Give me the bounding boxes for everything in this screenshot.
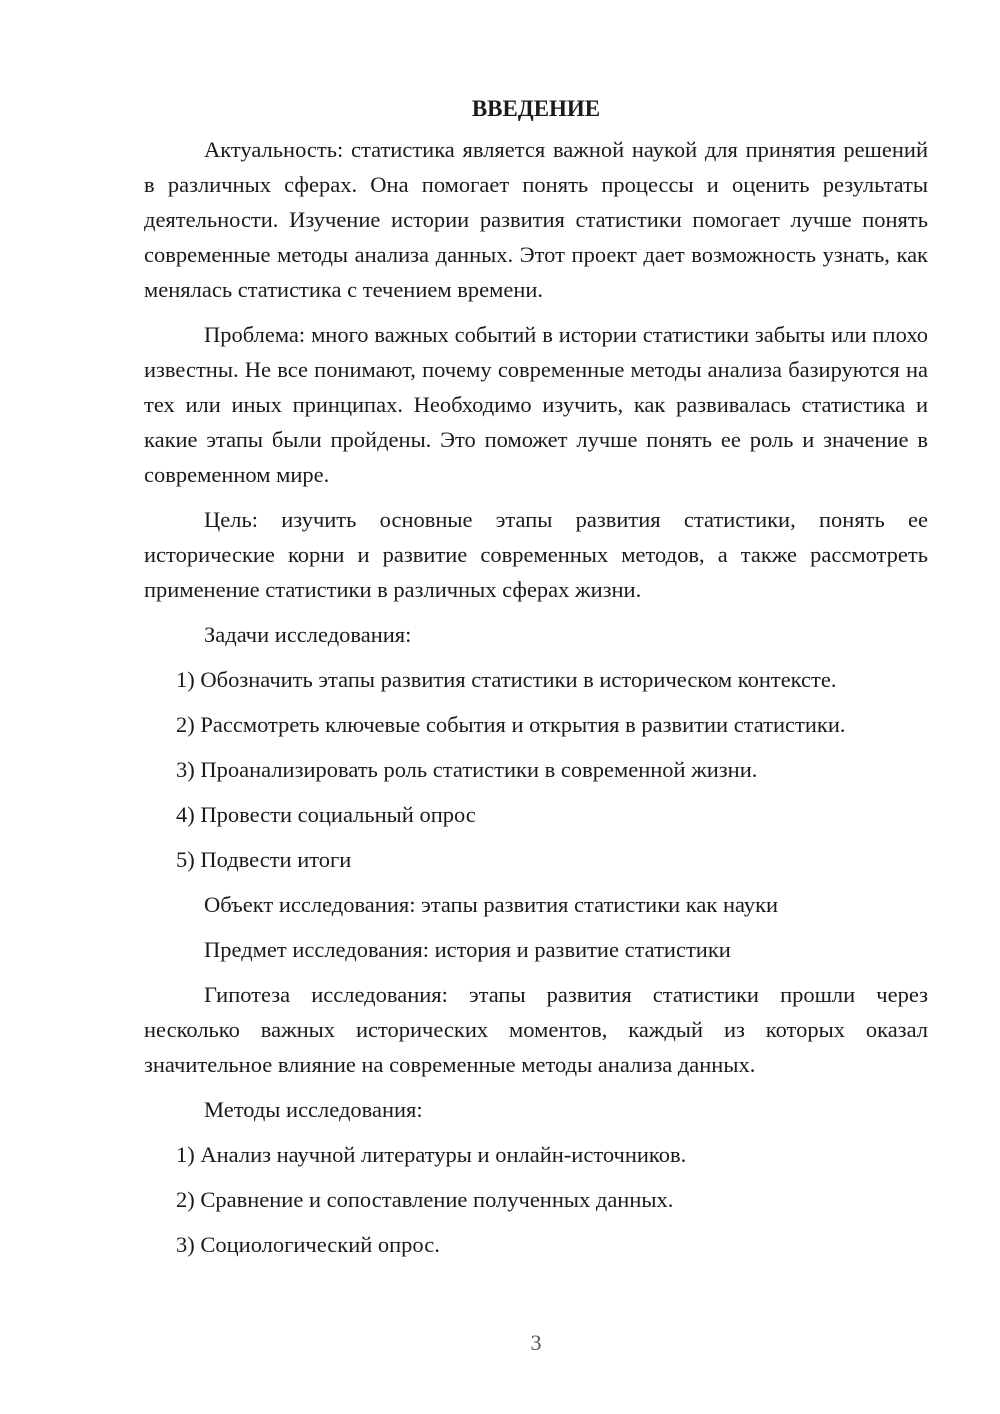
document-page <box>144 92 928 1272</box>
paragraph-relevance: Актуальность: статистика является важной наукой для принятия решений в различных сферах. Она помогает понять процессы и оценить результаты деятельности. Изучение истории развития статистики помогает лучше понять современные методы анализа данных. Этот проект дает возможность узнать, как менялась статистика с течением времени. <box>144 137 928 302</box>
paragraph-goal: Цель: изучить основные этапы развития статистики, понять ее исторические корни и развитие современных методов, а также рассмотреть применение статистики в различных сферах жизни. <box>144 507 928 602</box>
methods-heading: Методы исследования: <box>204 1097 423 1122</box>
list-item: 3) Проанализировать роль статистики в современной жизни. <box>176 757 758 782</box>
page-title: ВВЕДЕНИЕ <box>471 96 601 121</box>
tasks-list <box>144 662 928 877</box>
paragraph-object: Объект исследования: этапы развития статистики как науки <box>204 892 779 917</box>
paragraph-problem: Проблема: много важных событий в истории статистики забыты или плохо известны. Не все понимают, почему современные методы анализа базируются на тех или иных принципах. Необходимо изучить, как развивалась статистика и какие этапы были пройдены. Это поможет лучше понять ее роль и значение в современном мире. <box>144 322 928 487</box>
list-item: 2) Сравнение и сопоставление полученных данных. <box>176 1187 674 1212</box>
paragraph-hypothesis: Гипотеза исследования: этапы развития статистики прошли через несколько важных исторических моментов, каждый из которых оказал значительное влияние на современные методы анализа данных. <box>144 982 928 1077</box>
list-item: 2) Рассмотреть ключевые события и открытия в развитии статистики. <box>176 712 846 737</box>
tasks-heading: Задачи исследования: <box>204 622 412 647</box>
paragraph-subject: Предмет исследования: история и развитие статистики <box>204 937 731 962</box>
list-item: 1) Анализ научной литературы и онлайн-источников. <box>176 1142 687 1167</box>
list-item: 5) Подвести итоги <box>176 847 352 872</box>
methods-list <box>144 1137 928 1262</box>
list-item: 1) Обозначить этапы развития статистики в историческом контексте. <box>176 667 837 692</box>
list-item: 3) Социологический опрос. <box>176 1232 440 1257</box>
page-number: 3 <box>530 1330 542 1355</box>
list-item: 4) Провести социальный опрос <box>176 802 476 827</box>
